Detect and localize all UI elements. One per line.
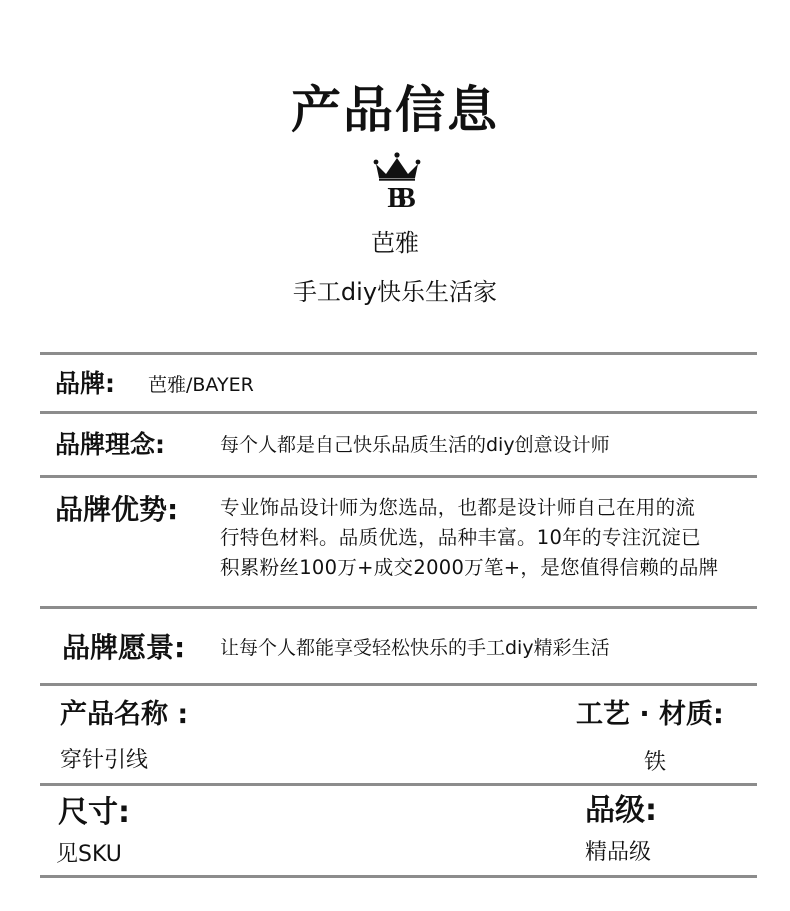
size-value: 见SKU <box>56 842 122 867</box>
size-label: 尺寸: <box>58 795 130 830</box>
brand-advantage-label: 品牌优势: <box>55 493 179 526</box>
brand-name: 芭雅 <box>371 229 419 257</box>
divider <box>40 475 757 478</box>
brand-slogan: 手工diy快乐生活家 <box>292 278 498 306</box>
divider <box>40 411 757 414</box>
brand-advantage-line-2: 行特色材料。品质优选，品种丰富。10年的专注沉淀已 <box>220 526 701 549</box>
page-title: 产品信息 <box>291 81 499 139</box>
craft-material-value: 铁 <box>644 750 667 775</box>
brand-concept-value: 每个人都是自己快乐品质生活的diy创意设计师 <box>220 434 610 456</box>
brand-advantage-line-3: 积累粉丝100万+成交2000万笔+，是您值得信赖的品牌 <box>220 556 719 579</box>
brand-concept-label: 品牌理念: <box>55 430 165 459</box>
brand-advantage-line-1: 专业饰品设计师为您选品，也都是设计师自己在用的流 <box>220 496 696 519</box>
svg-text:BB: BB <box>387 183 407 210</box>
divider <box>40 683 757 686</box>
brand-label: 品牌: <box>55 369 115 398</box>
brand-advantage-text <box>220 493 760 583</box>
brand-value: 芭雅/BAYER <box>148 374 254 396</box>
divider <box>40 875 757 878</box>
product-name-label: 产品名称 : <box>60 699 189 730</box>
brand-vision-label: 品牌愿景: <box>62 631 186 664</box>
craft-material-label: 工艺 · 材质: <box>576 699 724 730</box>
product-name-value: 穿针引线 <box>60 748 149 773</box>
grade-value: 精品级 <box>585 840 652 865</box>
brand-vision-value: 让每个人都能享受轻松快乐的手工diy精彩生活 <box>220 637 610 659</box>
divider <box>40 783 757 786</box>
divider <box>40 352 757 355</box>
divider <box>40 606 757 609</box>
brand-crown-logo <box>371 152 423 210</box>
grade-label: 品级: <box>585 793 657 828</box>
